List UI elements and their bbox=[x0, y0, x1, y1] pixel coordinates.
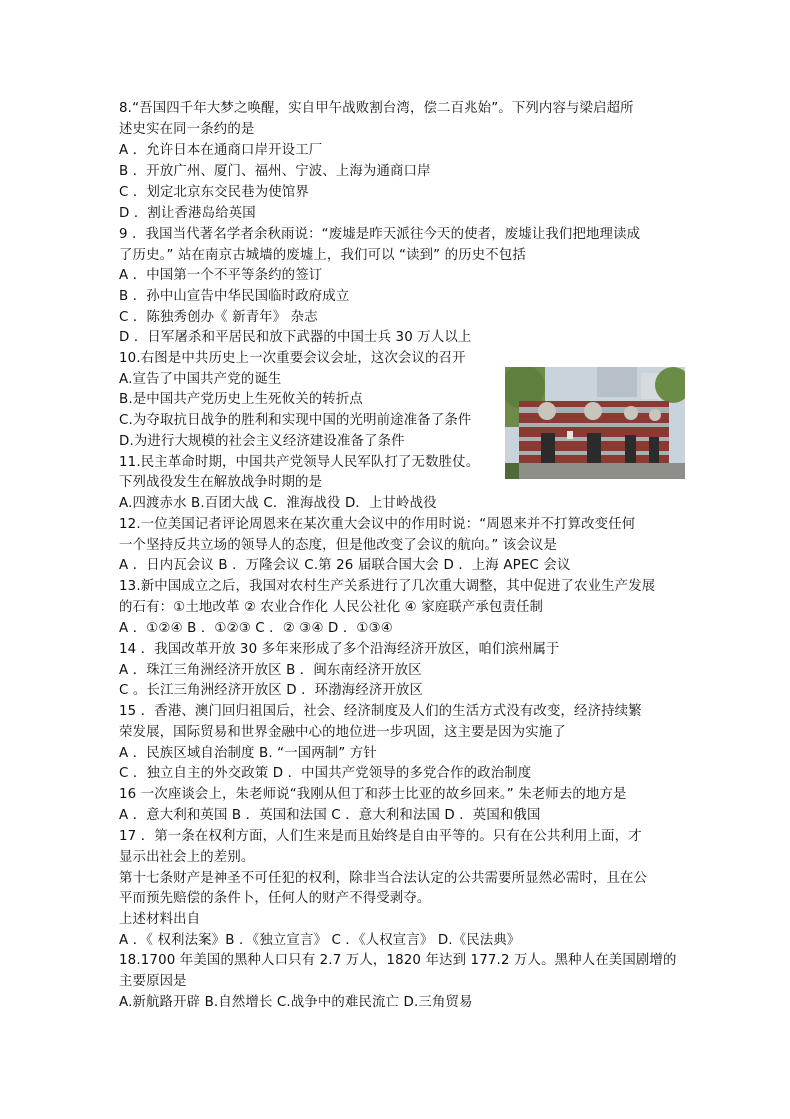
text-line: C.为夺取抗日战争的胜利和实现中国的光明前途准备了条件 bbox=[119, 413, 472, 428]
text-line: A.新航路开辟 B.自然增长 C.战争中的难民流亡 D.三角贸易 bbox=[119, 995, 473, 1010]
text-line: A ．《 权利法案》B ．《独立宣言》 C ．《人权宣言》 D.《民法典》 bbox=[119, 933, 521, 948]
text-line: A ．意大利和英国 B ．英国和法国 C ．意大利和法国 D ．英国和俄国 bbox=[119, 808, 541, 823]
text-line: 显示出社会上的差别。 bbox=[119, 850, 255, 865]
text-line: D ．日军屠杀和平居民和放下武器的中国士兵 30 万人以上 bbox=[119, 330, 472, 345]
text-line: C 。长江三角洲经济开放区 D ．环渤海经济开放区 bbox=[119, 683, 423, 698]
text-line: A ．日内瓦会议 B ．万隆会议 C.第 26 届联合国大会 D ．上海 APEC 会议 bbox=[119, 558, 571, 573]
text-line: C ．独立自主的外交政策 D ．中国共产党领导的多党合作的政治制度 bbox=[119, 766, 532, 781]
text-line: 述史实在同一条约的是 bbox=[119, 122, 255, 137]
text-line: 15 ．香港、澳门回归祖国后，社会、经济制度及人们的生活方式没有改变，经济持续繁 bbox=[119, 704, 642, 719]
text-line: 9 ．我国当代著名学者余秋雨说：“废墟是昨天派往今天的使者，废墟让我们把地理读成 bbox=[119, 227, 641, 242]
text-line: A ．允许日本在通商口岸开设工厂 bbox=[119, 143, 323, 158]
text-line: 平而预先赔偿的条件卜，任何人的财产不得受剥夺。 bbox=[119, 891, 431, 906]
text-line: 13.新中国成立之后，我国对农村生产关系进行了几次重大调整，其中促进了农业生产发展 bbox=[119, 579, 656, 594]
text-line: A ．民族区域自治制度 B. “一国两制” 方针 bbox=[119, 746, 377, 761]
text-line: 10.右图是中共历史上一次重要会议会址，这次会议的召开 bbox=[119, 351, 466, 366]
text-line: 的石有：①土地改革 ② 农业合作化 人民公社化 ④ 家庭联产承包责任制 bbox=[119, 600, 544, 615]
text-line: 了历史。” 站在南京古城墙的废墟上，我们可以 “读到” 的历史不包括 bbox=[119, 248, 526, 263]
text-line: 一个坚持反共立场的领导人的态度，但是他改变了会议的航向。” 该会议是 bbox=[119, 538, 558, 553]
text-line: 14 ．我国改革开放 30 多年来形成了多个沿海经济开放区，咱们滨州属于 bbox=[119, 642, 560, 657]
text-line: A ．中国第一个不平等条约的签订 bbox=[119, 268, 323, 283]
text-line: B ．孙中山宣告中华民国临时政府成立 bbox=[119, 289, 350, 304]
text-line: 17 ．第一条在权利方面，人们生来是而且始终是自由平等的。只有在公共利用上面，才 bbox=[119, 829, 642, 844]
text-line: 18.1700 年美国的黑种人口只有 2.7 万人，1820 年达到 177.2 万人。黑种人在美国剧增的 bbox=[119, 953, 677, 968]
text-line: 16 一次座谈会上，朱老师说“我刚从但丁和莎士比亚的故乡回来。” 朱老师去的地方是 bbox=[119, 787, 627, 802]
text-line: A ．①②④ B ．①②③ C ．② ③④ D ．①③④ bbox=[119, 621, 393, 636]
text-line: A.四渡赤水 B.百团大战 C．淮海战役 D．上甘岭战役 bbox=[119, 496, 437, 511]
text-line: 主要原因是 bbox=[119, 974, 187, 989]
text-line: 荣发展，国际贸易和世界金融中心的地位进一步巩固，这主要是因为实施了 bbox=[119, 725, 566, 740]
text-line: 11.民主革命时期，中国共产党领导人民军队打了无数胜仗。 bbox=[119, 455, 480, 470]
text-line: 上述材料出自 bbox=[119, 912, 201, 927]
text-line: C ．陈独秀创办《 新青年》 杂志 bbox=[119, 310, 318, 325]
text-line: D.为进行大规模的社会主义经济建设准备了条件 bbox=[119, 434, 405, 449]
text-line: C ．划定北京东交民巷为使馆界 bbox=[119, 185, 309, 200]
text-line: 下列战役发生在解放战争时期的是 bbox=[119, 475, 323, 490]
text-line: B.是中国共产党历史上生死攸关的转折点 bbox=[119, 392, 363, 407]
text-line: 第十七条财产是神圣不可任犯的权利，除非当合法认定的公共需要所显然必需时，且在公 bbox=[119, 871, 648, 886]
text-line: 12.一位美国记者评论周恩来在某次重大会议中的作用时说：“周恩来并不打算改变任何 bbox=[119, 517, 636, 532]
text-line: D ．割让香港岛给英国 bbox=[119, 206, 256, 221]
text-line: B ．开放广州、厦门、福州、宁波、上海为通商口岸 bbox=[119, 164, 431, 179]
text-line: A ．珠江三角洲经济开放区 B ．闽东南经济开放区 bbox=[119, 663, 422, 678]
text-line: 8.“吾国四千年大梦之唤醒，实自甲午战败割台湾，偿二百兆始”。下列内容与梁启超所 bbox=[119, 101, 634, 116]
meeting-site-photo bbox=[505, 367, 685, 479]
text-line: A.宣告了中国共产党的诞生 bbox=[119, 372, 282, 387]
